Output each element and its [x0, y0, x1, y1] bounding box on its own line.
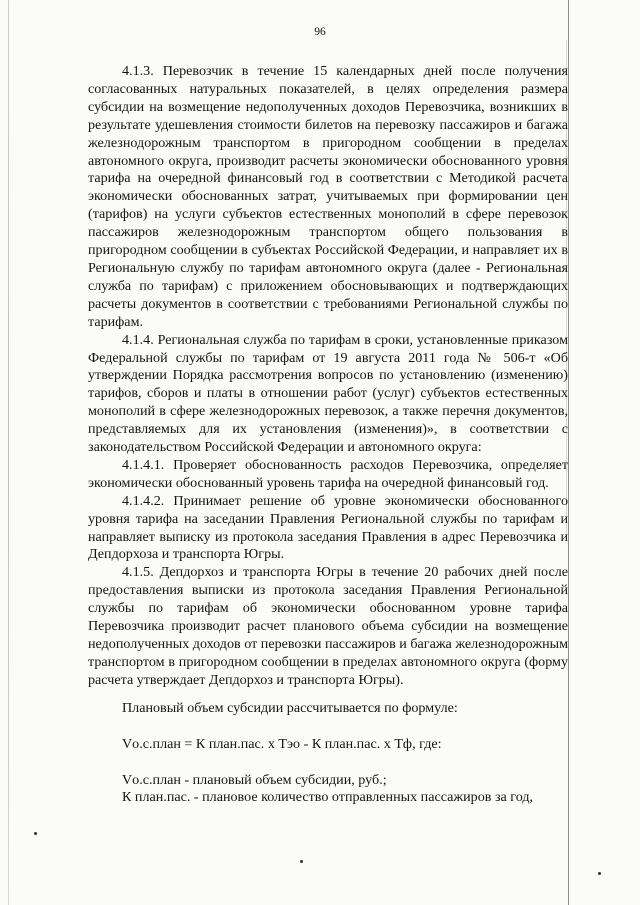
scan-speck — [34, 832, 37, 835]
scan-left-edge — [8, 0, 9, 905]
formula-intro: Плановый объем субсидии рассчитывается по формуле: — [122, 699, 458, 716]
paragraph-4-1-4-1: 4.1.4.1. Проверяет обоснованность расходов Перевозчика, определяет экономически обоснованный уровень тарифа на очередной финансовый год. — [88, 456, 568, 491]
scan-speck — [598, 872, 601, 875]
paragraph-4-1-4-2: 4.1.4.2. Принимает решение об уровне экономически обоснованного уровня тарифа на заседании Правления Региональной службы по тарифам и направляет выписку из протокола заседания Правления в адрес Перевозчика и Депдорхоза и транспорта Югры. — [88, 492, 568, 563]
definition-passengers: К план.пас. - плановое количество отправленных пассажиров за год, — [122, 789, 534, 806]
document-body — [88, 63, 568, 807]
paragraph-4-1-4: 4.1.4. Региональная служба по тарифам в сроки, установленные приказом Федеральной службы по тарифам от 19 августа 2011 года № 506-т «Об утверждении Порядка рассмотрения вопросов по установлению (изменению) тарифов, сборов и платы в отношении работ (услуг) субъектов естественных монополий в сфере железнодорожных перевозок, а также перечня документов, представляемых для их установления (изменения)», в соответствии с законодательством Российской Федерации и автономного округа: — [88, 331, 568, 456]
scan-speck — [300, 860, 303, 863]
page-number: 96 — [314, 26, 326, 38]
paragraph-4-1-5: 4.1.5. Депдорхоз и транспорта Югры в течение 20 рабочих дней после предоставления выписки из протокола заседания Правления Региональной службы по тарифам об экономически обоснованном уровне тарифа Перевозчика производит расчет планового объема субсидии на возмещение недополученных доходов от перевозки пассажиров и багажа железнодорожным транспортом в пригородном сообщении в пределах автономного округа (форму расчета утверждает Депдорхоз и транспорта Югры). — [88, 564, 568, 688]
paragraph-4-1-3: 4.1.3. Перевозчик в течение 15 календарных дней после получения согласованных натуральных показателей, в целях определения размера субсидии на возмещение недополученных доходов Перевозчика, возникших в результате удешевления стоимости билетов на перевозку пассажиров и багажа железнодорожным транспортом в пригородном сообщении в пределах автономного округа, производит расчеты экономически обоснованного уровня тарифа на очередной финансовый год в соответствии с Методикой расчета экономически обоснованных затрат, учитываемых при формировании цен (тарифов) на услуги субъектов естественных монополий в сфере перевозок пассажиров железнодорожным транспортом общего пользования в пригородном сообщении в субъектах Российской Федерации, и направляет их в Региональную службу по тарифам автономного округа (далее - Региональная служба по тарифам) с приложением обосновывающих и подтверждающих расчеты документов в соответствии с требованиями Региональной службы по тарифам. — [88, 63, 568, 330]
subsidy-formula: Vо.с.план = К план.пас. х Тэо - К план.пас. х Тф, где: — [122, 735, 442, 752]
definition-subsidy: Vо.с.план - плановый объем субсидии, руб.; — [122, 771, 387, 788]
scan-right-edge — [568, 0, 569, 905]
